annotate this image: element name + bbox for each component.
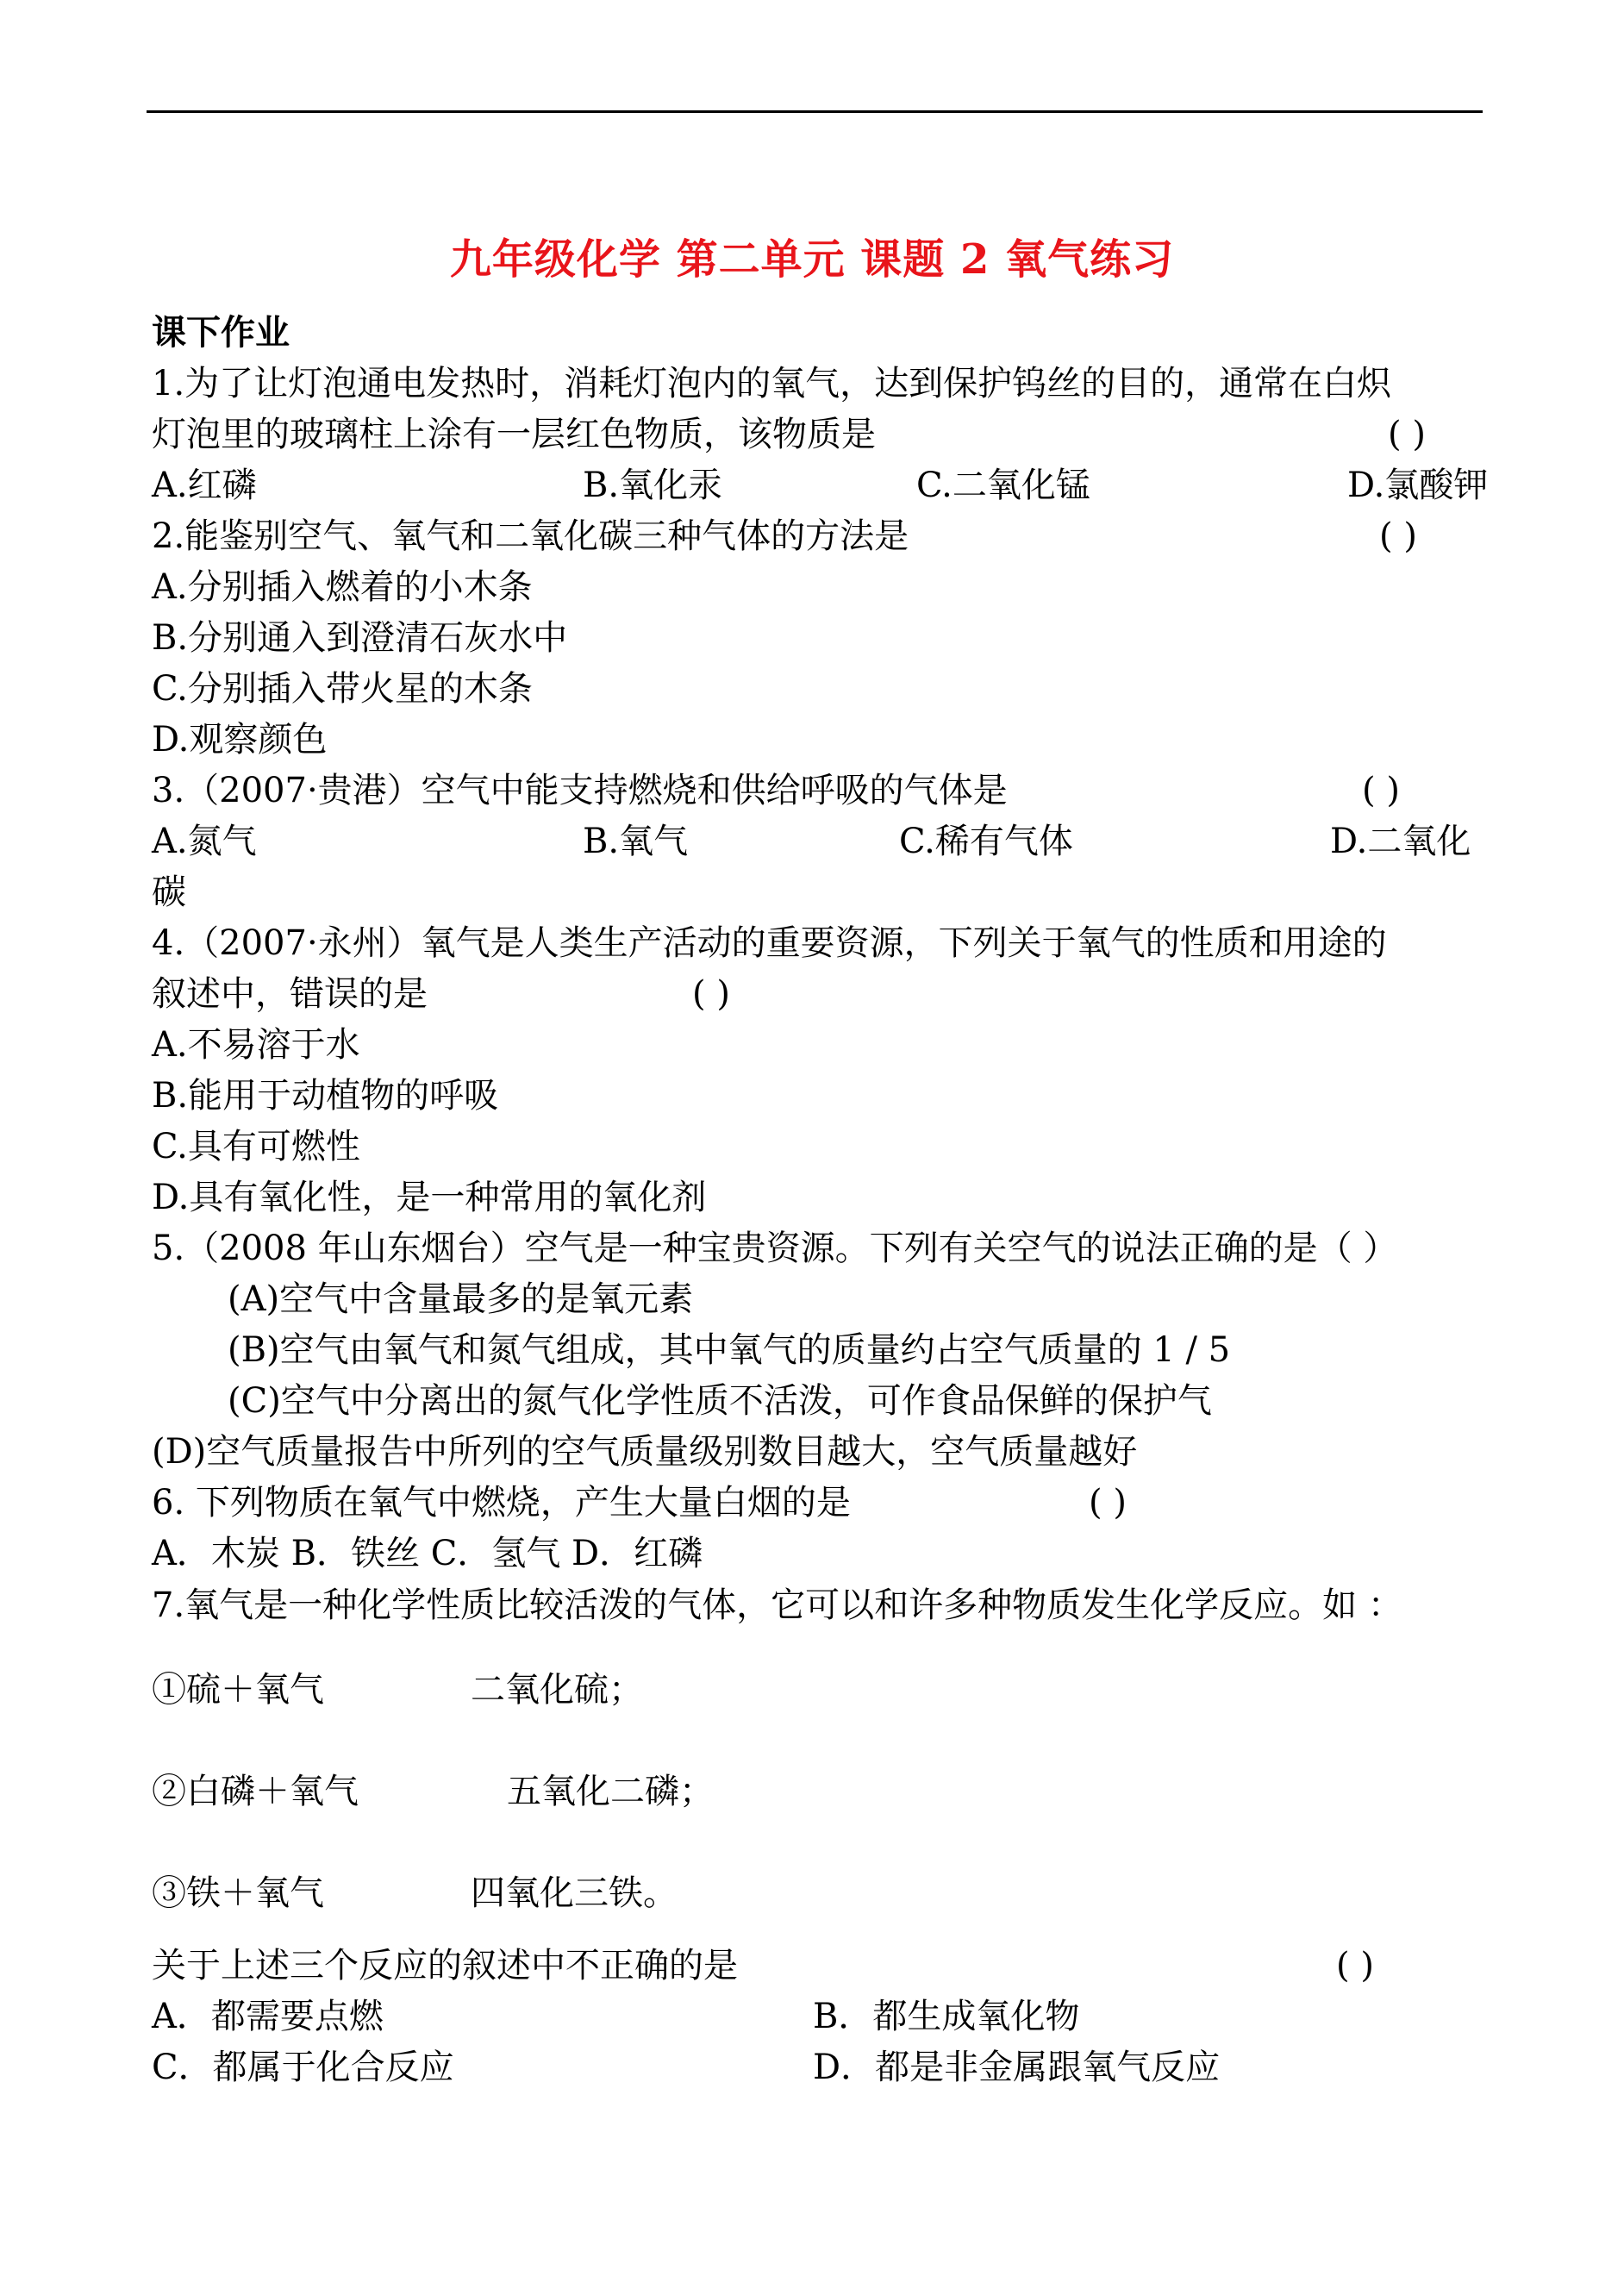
q1-stem-line2: 灯泡里的玻璃柱上涂有一层红色物质，该物质是 (152, 415, 876, 454)
q4-answer-paren: ( ) (692, 974, 730, 1014)
q5-option-a: (A)空气中含量最多的是氧元素 (228, 1279, 694, 1319)
q3-option-d-continued: 碳 (152, 872, 186, 912)
q3-answer-paren: ( ) (1362, 771, 1400, 810)
q7-option-c: C．都属于化合反应 (152, 2048, 454, 2087)
q3-stem: 3.（2007·贵港）空气中能支持燃烧和供给呼吸的气体是 (152, 771, 1008, 810)
q2-answer-paren: ( ) (1379, 516, 1417, 556)
q7-option-b: B．都生成氧化物 (813, 1997, 1080, 2036)
q5-option-d: (D)空气质量报告中所列的空气质量级别数目越大，空气质量越好 (152, 1432, 1138, 1472)
q2-option-c: C.分别插入带火星的木条 (152, 669, 533, 709)
q6-answer-paren: ( ) (1089, 1483, 1127, 1523)
page-title: 九年级化学 第二单元 课题 2 氧气练习 (449, 235, 1175, 284)
q2-stem: 2.能鉴别空气、氧气和二氧化碳三种气体的方法是 (152, 516, 909, 556)
q4-stem-line1: 4.（2007·永州）氧气是人类生产活动的重要资源，下列关于氧气的性质和用途的 (152, 923, 1387, 963)
q3-option-d: D.二氧化 (1330, 822, 1471, 861)
q7-reaction-1-product: 二氧化硫； (471, 1670, 643, 1710)
q7-reaction-3-product: 四氧化三铁。 (471, 1873, 678, 1913)
header-rule (147, 110, 1483, 113)
q1-stem-line1: 1.为了让灯泡通电发热时，消耗灯泡内的氧气，达到保护钨丝的目的，通常在白炽 (152, 364, 1392, 403)
q7-reaction-3-reactants: ③铁＋氧气 (152, 1873, 324, 1913)
q7-stem: 7.氧气是一种化学性质比较活泼的气体，它可以和许多种物质发生化学反应。如 ： (152, 1585, 1402, 1625)
q5-option-b: (B)空气由氧气和氮气组成，其中氧气的质量约占空气质量的 1 / 5 (228, 1330, 1231, 1370)
q4-option-a: A.不易溶于水 (152, 1025, 360, 1065)
section-heading: 课下作业 (152, 312, 290, 353)
q1-answer-paren: ( ) (1388, 415, 1426, 454)
q4-option-b: B.能用于动植物的呼吸 (152, 1076, 499, 1116)
q3-option-b: B.氧气 (583, 822, 689, 861)
q2-option-b: B.分别通入到澄清石灰水中 (152, 618, 568, 658)
q7-option-d: D．都是非金属跟氧气反应 (813, 2048, 1221, 2087)
q4-stem-line2: 叙述中，错误的是 (152, 974, 428, 1014)
q6-stem: 6. 下列物质在氧气中燃烧，产生大量白烟的是 (152, 1483, 851, 1523)
q2-option-a: A.分别插入燃着的小木条 (152, 567, 533, 607)
q2-option-d: D.观察颜色 (152, 720, 328, 760)
q1-option-b: B.氧化汞 (583, 466, 723, 505)
q7-option-a: A．都需要点燃 (152, 1997, 384, 2036)
q7-reaction-1-reactants: ①硫＋氧气 (152, 1670, 324, 1710)
q3-option-a: A.氮气 (152, 822, 257, 861)
q5-option-c: (C)空气中分离出的氮气化学性质不活泼，可作食品保鲜的保护气 (228, 1381, 1212, 1421)
q4-option-d: D.具有氧化性，是一种常用的氧化剂 (152, 1178, 707, 1217)
q1-option-d: D.氯酸钾 (1347, 466, 1489, 505)
q4-option-c: C.具有可燃性 (152, 1127, 360, 1166)
q1-option-c: C.二氧化锰 (916, 466, 1090, 505)
q1-option-a: A.红磷 (152, 466, 257, 505)
q6-options: A．木炭 B．铁丝 C．氢气 D．红磷 (152, 1534, 703, 1573)
q3-option-c: C.稀有气体 (899, 822, 1073, 861)
q5-stem: 5.（2008 年山东烟台）空气是一种宝贵资源。下列有关空气的说法正确的是（ ） (152, 1229, 1398, 1268)
q7-reaction-2-product: 五氧化二磷； (507, 1772, 714, 1811)
q7-question: 关于上述三个反应的叙述中不正确的是 (152, 1946, 738, 1985)
q7-reaction-2-reactants: ②白磷＋氧气 (152, 1772, 359, 1811)
q7-answer-paren: ( ) (1336, 1946, 1374, 1985)
